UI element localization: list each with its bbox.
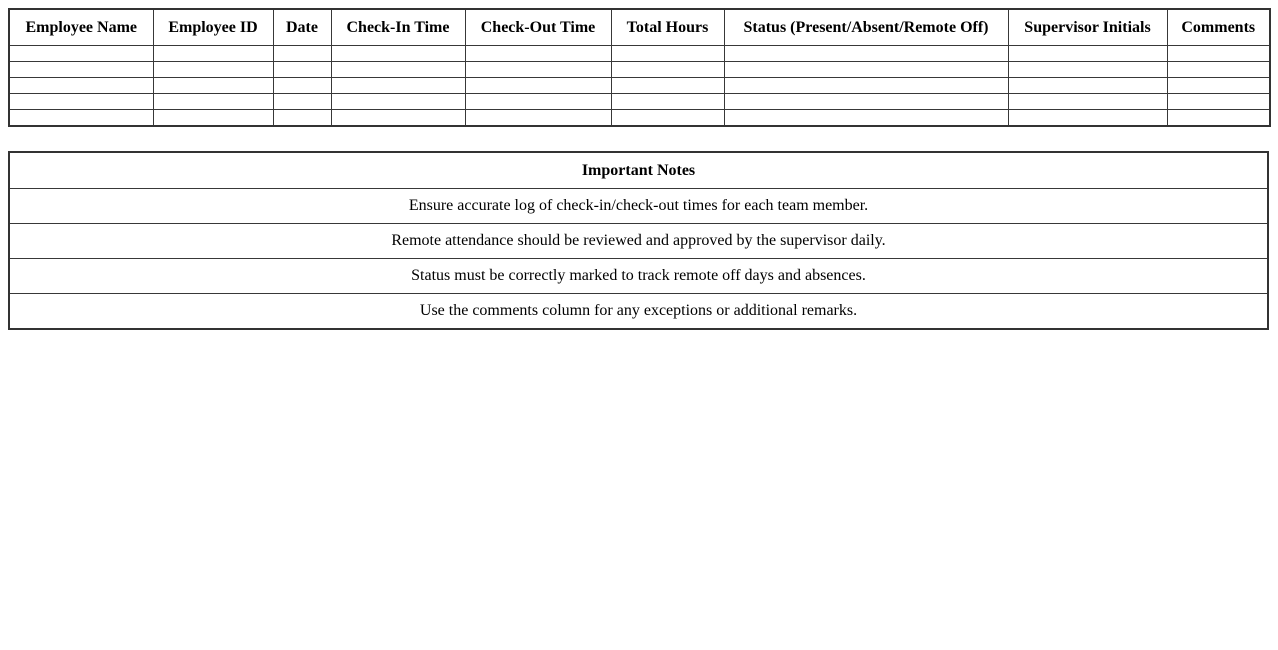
empty-cell bbox=[273, 94, 331, 110]
column-header-check-in-time: Check-In Time bbox=[331, 9, 465, 46]
column-header-date: Date bbox=[273, 9, 331, 46]
empty-cell bbox=[273, 78, 331, 94]
note-row bbox=[9, 189, 1268, 224]
column-header-status: Status (Present/Absent/Remote Off) bbox=[724, 9, 1008, 46]
empty-cell bbox=[273, 46, 331, 62]
attendance-empty-row bbox=[9, 94, 1270, 110]
empty-cell bbox=[153, 110, 273, 127]
empty-cell bbox=[273, 62, 331, 78]
empty-cell bbox=[9, 94, 153, 110]
note-row bbox=[9, 294, 1268, 330]
empty-cell bbox=[9, 62, 153, 78]
empty-cell bbox=[611, 78, 724, 94]
note-text: Status must be correctly marked to track remote off days and absences. bbox=[9, 259, 1268, 294]
note-row bbox=[9, 259, 1268, 294]
empty-cell bbox=[1008, 110, 1167, 127]
notes-title-row bbox=[9, 152, 1268, 189]
attendance-header-row bbox=[9, 9, 1270, 46]
empty-cell bbox=[611, 110, 724, 127]
attendance-empty-row bbox=[9, 110, 1270, 127]
empty-cell bbox=[331, 94, 465, 110]
empty-cell bbox=[611, 94, 724, 110]
empty-cell bbox=[724, 78, 1008, 94]
empty-cell bbox=[9, 46, 153, 62]
empty-cell bbox=[465, 46, 611, 62]
empty-cell bbox=[1167, 78, 1270, 94]
empty-cell bbox=[9, 78, 153, 94]
empty-cell bbox=[1167, 94, 1270, 110]
empty-cell bbox=[465, 94, 611, 110]
note-text: Remote attendance should be reviewed and approved by the supervisor daily. bbox=[9, 224, 1268, 259]
column-header-check-out-time: Check-Out Time bbox=[465, 9, 611, 46]
note-text: Use the comments column for any exceptions or additional remarks. bbox=[9, 294, 1268, 330]
column-header-supervisor-initials: Supervisor Initials bbox=[1008, 9, 1167, 46]
empty-cell bbox=[331, 46, 465, 62]
empty-cell bbox=[465, 110, 611, 127]
empty-cell bbox=[465, 78, 611, 94]
empty-cell bbox=[724, 62, 1008, 78]
empty-cell bbox=[1167, 62, 1270, 78]
empty-cell bbox=[1008, 94, 1167, 110]
empty-cell bbox=[273, 110, 331, 127]
empty-cell bbox=[1008, 62, 1167, 78]
empty-cell bbox=[153, 62, 273, 78]
column-header-employee-id: Employee ID bbox=[153, 9, 273, 46]
empty-cell bbox=[611, 62, 724, 78]
attendance-log-table bbox=[8, 8, 1271, 127]
empty-cell bbox=[1167, 46, 1270, 62]
empty-cell bbox=[1167, 110, 1270, 127]
note-text: Ensure accurate log of check-in/check-out times for each team member. bbox=[9, 189, 1268, 224]
empty-cell bbox=[1008, 78, 1167, 94]
empty-cell bbox=[153, 78, 273, 94]
notes-title: Important Notes bbox=[9, 152, 1268, 189]
empty-cell bbox=[9, 110, 153, 127]
empty-cell bbox=[611, 46, 724, 62]
attendance-empty-row bbox=[9, 62, 1270, 78]
column-header-employee-name: Employee Name bbox=[9, 9, 153, 46]
empty-cell bbox=[724, 94, 1008, 110]
empty-cell bbox=[153, 94, 273, 110]
empty-cell bbox=[153, 46, 273, 62]
empty-cell bbox=[331, 78, 465, 94]
empty-cell bbox=[724, 110, 1008, 127]
empty-cell bbox=[331, 110, 465, 127]
empty-cell bbox=[724, 46, 1008, 62]
attendance-empty-row bbox=[9, 78, 1270, 94]
empty-cell bbox=[331, 62, 465, 78]
empty-cell bbox=[465, 62, 611, 78]
attendance-empty-row bbox=[9, 46, 1270, 62]
important-notes-table bbox=[8, 151, 1269, 330]
column-header-comments: Comments bbox=[1167, 9, 1270, 46]
column-header-total-hours: Total Hours bbox=[611, 9, 724, 46]
empty-cell bbox=[1008, 46, 1167, 62]
note-row bbox=[9, 224, 1268, 259]
